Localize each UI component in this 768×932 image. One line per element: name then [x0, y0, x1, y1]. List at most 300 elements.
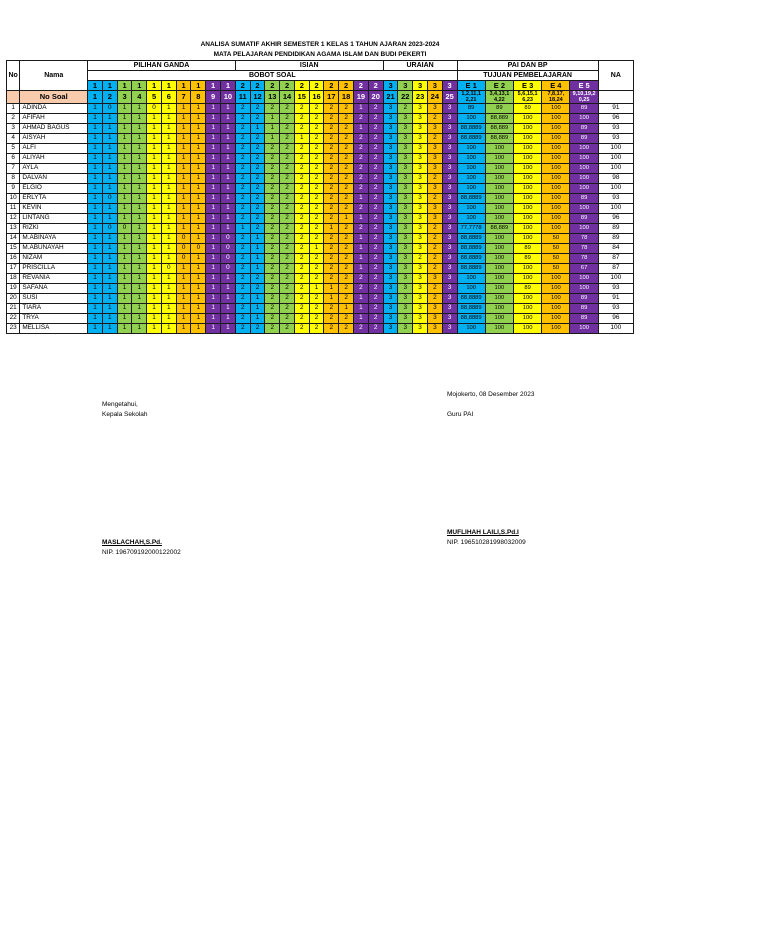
score-cell: 2: [265, 324, 280, 334]
e-score: 100: [485, 324, 513, 334]
student-no: 7: [7, 164, 20, 174]
e-score: 100: [457, 284, 485, 294]
score-cell: 3: [398, 294, 413, 304]
score-cell: 1: [102, 144, 117, 154]
score-cell: 1: [206, 164, 221, 174]
score-cell: 3: [442, 174, 457, 184]
score-cell: 1: [161, 284, 176, 294]
bobot-cell: 1: [88, 81, 103, 91]
e-score: 100: [542, 284, 570, 294]
e-score: 100: [514, 214, 542, 224]
table-row: [7, 214, 634, 224]
score-cell: 2: [324, 204, 339, 214]
score-cell: 2: [368, 164, 383, 174]
score-cell: 2: [427, 254, 442, 264]
score-cell: 3: [398, 254, 413, 264]
score-cell: 1: [147, 204, 162, 214]
score-cell: 1: [191, 214, 206, 224]
score-cell: 1: [102, 204, 117, 214]
score-cell: 1: [88, 294, 103, 304]
bobot-cell: 2: [250, 81, 265, 91]
score-cell: 1: [206, 154, 221, 164]
score-cell: 2: [280, 264, 295, 274]
score-cell: 3: [398, 224, 413, 234]
score-cell: 2: [235, 234, 250, 244]
score-cell: 1: [191, 114, 206, 124]
score-cell: 2: [280, 124, 295, 134]
score-cell: 2: [294, 274, 309, 284]
score-cell: 1: [117, 304, 132, 314]
score-cell: 1: [235, 224, 250, 234]
score-cell: 1: [102, 244, 117, 254]
score-cell: 2: [368, 144, 383, 154]
e-score: 89: [570, 124, 598, 134]
score-cell: 1: [161, 254, 176, 264]
score-cell: 1: [206, 234, 221, 244]
score-cell: 3: [442, 224, 457, 234]
soal-number: 16: [309, 91, 324, 104]
score-cell: 2: [250, 134, 265, 144]
e-score: 88,8889: [457, 124, 485, 134]
e-label: E 2: [485, 81, 513, 91]
score-cell: 1: [176, 224, 191, 234]
e-label: E 5: [570, 81, 598, 91]
score-cell: 1: [132, 154, 147, 164]
score-cell: 1: [147, 144, 162, 154]
na-score: 93: [598, 304, 633, 314]
score-cell: 1: [88, 314, 103, 324]
score-cell: 1: [265, 114, 280, 124]
student-no: 11: [7, 204, 20, 214]
score-cell: 1: [221, 214, 236, 224]
student-no: 2: [7, 114, 20, 124]
score-cell: 2: [309, 144, 324, 154]
score-cell: 2: [294, 144, 309, 154]
score-cell: 3: [413, 234, 428, 244]
score-cell: 2: [280, 304, 295, 314]
score-cell: 1: [88, 304, 103, 314]
score-cell: 1: [88, 224, 103, 234]
score-cell: 1: [102, 154, 117, 164]
score-cell: 3: [398, 204, 413, 214]
e-score: 100: [542, 104, 570, 114]
score-cell: 1: [132, 224, 147, 234]
score-cell: 1: [147, 214, 162, 224]
score-cell: 1: [191, 124, 206, 134]
e-score: 100: [542, 114, 570, 124]
student-name: ERLYTA: [20, 194, 88, 204]
student-no: 9: [7, 184, 20, 194]
na-score: 93: [598, 284, 633, 294]
score-cell: 2: [250, 324, 265, 334]
score-cell: 3: [383, 104, 398, 114]
acknowledged-label: Mengetahui,: [102, 401, 138, 408]
header-na: NA: [598, 61, 633, 91]
score-cell: 2: [353, 274, 368, 284]
score-cell: 3: [413, 324, 428, 334]
student-name: ADINDA: [20, 104, 88, 114]
score-cell: 0: [221, 254, 236, 264]
score-cell: 2: [427, 134, 442, 144]
soal-number: 5: [147, 91, 162, 104]
score-cell: 1: [191, 144, 206, 154]
score-cell: 2: [235, 134, 250, 144]
e-soal-list: 9,10,19,2 0,25: [570, 91, 598, 104]
score-cell: 3: [413, 204, 428, 214]
score-cell: 3: [413, 224, 428, 234]
e-score: 100: [457, 184, 485, 194]
score-cell: 3: [442, 184, 457, 194]
score-cell: 0: [102, 104, 117, 114]
score-cell: 2: [339, 114, 354, 124]
bobot-cell: 2: [339, 81, 354, 91]
score-cell: 2: [294, 184, 309, 194]
score-cell: 1: [191, 164, 206, 174]
score-cell: 1: [221, 324, 236, 334]
score-cell: 2: [309, 104, 324, 114]
score-cell: 2: [309, 294, 324, 304]
score-cell: 1: [309, 244, 324, 254]
score-cell: 2: [250, 274, 265, 284]
score-cell: 1: [117, 174, 132, 184]
score-cell: 2: [235, 324, 250, 334]
score-cell: 1: [117, 254, 132, 264]
score-cell: 1: [117, 114, 132, 124]
score-cell: 0: [221, 264, 236, 274]
student-name: RIZKI: [20, 224, 88, 234]
score-cell: 2: [324, 154, 339, 164]
score-cell: 2: [280, 294, 295, 304]
teacher-role: Guru PAI: [447, 411, 474, 418]
score-cell: 1: [161, 174, 176, 184]
score-cell: 2: [294, 264, 309, 274]
score-cell: 2: [280, 104, 295, 114]
score-cell: 2: [265, 194, 280, 204]
table-row: [7, 144, 634, 154]
score-cell: 3: [398, 234, 413, 244]
score-cell: 2: [353, 224, 368, 234]
score-cell: 1: [147, 184, 162, 194]
bobot-cell: 2: [309, 81, 324, 91]
e-score: 50: [542, 244, 570, 254]
score-cell: 1: [265, 124, 280, 134]
score-cell: 2: [280, 274, 295, 284]
score-cell: 3: [383, 184, 398, 194]
score-cell: 2: [413, 254, 428, 264]
score-cell: 2: [309, 204, 324, 214]
score-cell: 1: [176, 294, 191, 304]
score-cell: 3: [413, 104, 428, 114]
e-score: 100: [485, 314, 513, 324]
score-cell: 3: [383, 204, 398, 214]
score-cell: 1: [353, 104, 368, 114]
score-cell: 2: [339, 144, 354, 154]
e-soal-list: 3,4,13,1 4,22: [485, 91, 513, 104]
score-cell: 0: [102, 194, 117, 204]
student-no: 17: [7, 264, 20, 274]
e-score: 89: [570, 194, 598, 204]
score-cell: 2: [339, 274, 354, 284]
score-cell: 2: [339, 284, 354, 294]
student-no: 16: [7, 254, 20, 264]
score-cell: 2: [324, 104, 339, 114]
score-cell: 3: [383, 304, 398, 314]
score-cell: 1: [250, 234, 265, 244]
score-cell: 2: [235, 204, 250, 214]
score-cell: 2: [324, 164, 339, 174]
score-cell: 2: [235, 264, 250, 274]
e-score: 100: [457, 204, 485, 214]
e-score: 100: [542, 294, 570, 304]
e-score: 100: [514, 194, 542, 204]
score-cell: 1: [88, 144, 103, 154]
score-cell: 1: [117, 164, 132, 174]
score-cell: 2: [235, 104, 250, 114]
score-cell: 1: [176, 144, 191, 154]
soal-number: 25: [442, 91, 457, 104]
score-cell: 0: [221, 234, 236, 244]
signature-left: [102, 400, 181, 558]
score-cell: 1: [176, 174, 191, 184]
score-cell: 3: [383, 254, 398, 264]
e-score: 100: [570, 154, 598, 164]
header-row-sections: [7, 61, 634, 71]
score-cell: 1: [221, 154, 236, 164]
e-score: 100: [514, 294, 542, 304]
score-cell: 2: [368, 114, 383, 124]
e-score: 100: [570, 164, 598, 174]
e-score: 100: [542, 174, 570, 184]
soal-number: 22: [398, 91, 413, 104]
score-cell: 0: [147, 104, 162, 114]
e-score: 100: [485, 154, 513, 164]
score-cell: 1: [161, 124, 176, 134]
header-pai-dan-bp: PAI DAN BP: [457, 61, 598, 71]
e-score: 100: [457, 154, 485, 164]
student-no: 3: [7, 124, 20, 134]
score-cell: 2: [427, 234, 442, 244]
score-cell: 1: [206, 264, 221, 274]
score-cell: 2: [368, 154, 383, 164]
score-cell: 2: [339, 224, 354, 234]
score-cell: 1: [88, 214, 103, 224]
score-cell: 2: [309, 264, 324, 274]
score-cell: 2: [324, 264, 339, 274]
score-cell: 2: [368, 234, 383, 244]
score-cell: 2: [294, 234, 309, 244]
score-cell: 2: [280, 154, 295, 164]
score-cell: 2: [250, 104, 265, 114]
e-score: 88,8889: [457, 304, 485, 314]
score-cell: 1: [221, 184, 236, 194]
score-cell: 1: [132, 284, 147, 294]
na-score: 100: [598, 144, 633, 154]
score-cell: 2: [309, 254, 324, 264]
score-cell: 1: [132, 274, 147, 284]
e-score: 100: [514, 184, 542, 194]
e-score: 100: [570, 324, 598, 334]
score-cell: 2: [309, 214, 324, 224]
score-cell: 3: [427, 104, 442, 114]
score-cell: 1: [117, 184, 132, 194]
score-cell: 1: [206, 254, 221, 264]
e-score: 100: [485, 214, 513, 224]
e-score: 100: [542, 314, 570, 324]
score-cell: 2: [250, 194, 265, 204]
table-row: [7, 234, 634, 244]
table-row: [7, 134, 634, 144]
score-cell: 1: [161, 194, 176, 204]
score-cell: 3: [442, 274, 457, 284]
na-score: 91: [598, 294, 633, 304]
score-cell: 2: [280, 244, 295, 254]
score-cell: 2: [280, 314, 295, 324]
score-cell: 2: [324, 134, 339, 144]
score-cell: 1: [117, 154, 132, 164]
na-score: 100: [598, 184, 633, 194]
score-cell: 1: [161, 314, 176, 324]
score-cell: 3: [413, 114, 428, 124]
score-cell: 1: [176, 104, 191, 114]
student-no: 20: [7, 294, 20, 304]
e-score: 100: [542, 194, 570, 204]
score-cell: 1: [147, 324, 162, 334]
score-cell: 2: [339, 244, 354, 254]
score-cell: 2: [294, 124, 309, 134]
score-cell: 3: [398, 184, 413, 194]
score-cell: 2: [280, 224, 295, 234]
score-cell: 1: [250, 254, 265, 264]
score-grid: [6, 60, 634, 334]
score-cell: 2: [235, 214, 250, 224]
e-score: 89: [457, 104, 485, 114]
score-cell: 1: [221, 194, 236, 204]
score-cell: 2: [265, 104, 280, 114]
header-uraian: URAIAN: [383, 61, 457, 71]
score-cell: 1: [176, 274, 191, 284]
soal-number: 4: [132, 91, 147, 104]
score-cell: 2: [427, 294, 442, 304]
e-score: 100: [485, 204, 513, 214]
score-cell: 2: [353, 184, 368, 194]
score-cell: 2: [353, 174, 368, 184]
score-cell: 2: [294, 244, 309, 254]
e-score: 100: [514, 134, 542, 144]
score-cell: 3: [383, 124, 398, 134]
score-cell: 1: [132, 104, 147, 114]
e-score: 100: [570, 274, 598, 284]
score-cell: 1: [206, 194, 221, 204]
score-cell: 1: [191, 234, 206, 244]
score-cell: 1: [161, 234, 176, 244]
e-score: 100: [514, 154, 542, 164]
score-cell: 3: [413, 284, 428, 294]
score-cell: 2: [309, 314, 324, 324]
score-cell: 2: [235, 124, 250, 134]
student-name: ALIYAH: [20, 154, 88, 164]
score-cell: 1: [132, 244, 147, 254]
score-cell: 1: [117, 244, 132, 254]
e-score: 77,7778: [457, 224, 485, 234]
soal-number: 7: [176, 91, 191, 104]
score-cell: 3: [413, 164, 428, 174]
e-score: 100: [542, 304, 570, 314]
score-cell: 3: [442, 244, 457, 254]
bobot-cell: 2: [368, 81, 383, 91]
score-cell: 1: [161, 224, 176, 234]
score-cell: 2: [265, 304, 280, 314]
score-cell: 1: [206, 304, 221, 314]
e-score: 100: [485, 284, 513, 294]
teacher-name: MUFLIHAH LAILI,S.Pd.I: [447, 529, 519, 536]
score-cell: 2: [265, 284, 280, 294]
score-cell: 2: [324, 304, 339, 314]
score-cell: 1: [250, 314, 265, 324]
soal-number: 13: [265, 91, 280, 104]
score-cell: 1: [191, 194, 206, 204]
bobot-cell: 1: [221, 81, 236, 91]
score-cell: 2: [294, 114, 309, 124]
score-cell: 3: [398, 264, 413, 274]
score-cell: 2: [309, 134, 324, 144]
e-score: 89: [514, 284, 542, 294]
score-cell: 1: [221, 294, 236, 304]
soal-number: 9: [206, 91, 221, 104]
na-score: 93: [598, 134, 633, 144]
score-cell: 1: [221, 274, 236, 284]
score-cell: 1: [206, 134, 221, 144]
score-cell: 1: [88, 124, 103, 134]
score-cell: 1: [102, 214, 117, 224]
score-cell: 3: [398, 154, 413, 164]
e-score: 100: [542, 184, 570, 194]
e-score: 100: [514, 114, 542, 124]
student-no: 4: [7, 134, 20, 144]
score-cell: 1: [147, 234, 162, 244]
score-cell: 2: [280, 114, 295, 124]
score-cell: 1: [161, 164, 176, 174]
score-cell: 3: [427, 164, 442, 174]
score-cell: 1: [102, 304, 117, 314]
e-soal-list: 1,2,11,1 2,21: [457, 91, 485, 104]
score-cell: 2: [368, 174, 383, 184]
soal-number: 11: [235, 91, 250, 104]
score-cell: 2: [427, 224, 442, 234]
score-cell: 1: [88, 234, 103, 244]
score-cell: 1: [221, 174, 236, 184]
score-cell: 1: [88, 324, 103, 334]
score-cell: 3: [413, 264, 428, 274]
e-score: 89: [570, 294, 598, 304]
score-cell: 1: [206, 284, 221, 294]
score-cell: 2: [324, 244, 339, 254]
score-cell: 2: [368, 194, 383, 204]
score-cell: 2: [280, 174, 295, 184]
score-cell: 1: [102, 264, 117, 274]
score-cell: 3: [398, 124, 413, 134]
score-cell: 1: [132, 114, 147, 124]
e-label: E 1: [457, 81, 485, 91]
score-cell: 1: [88, 104, 103, 114]
score-cell: 1: [147, 174, 162, 184]
score-cell: 2: [265, 184, 280, 194]
score-cell: 3: [383, 264, 398, 274]
e-score: 100: [514, 174, 542, 184]
score-cell: 1: [191, 254, 206, 264]
score-cell: 1: [132, 294, 147, 304]
score-cell: 1: [132, 194, 147, 204]
soal-number: 15: [294, 91, 309, 104]
